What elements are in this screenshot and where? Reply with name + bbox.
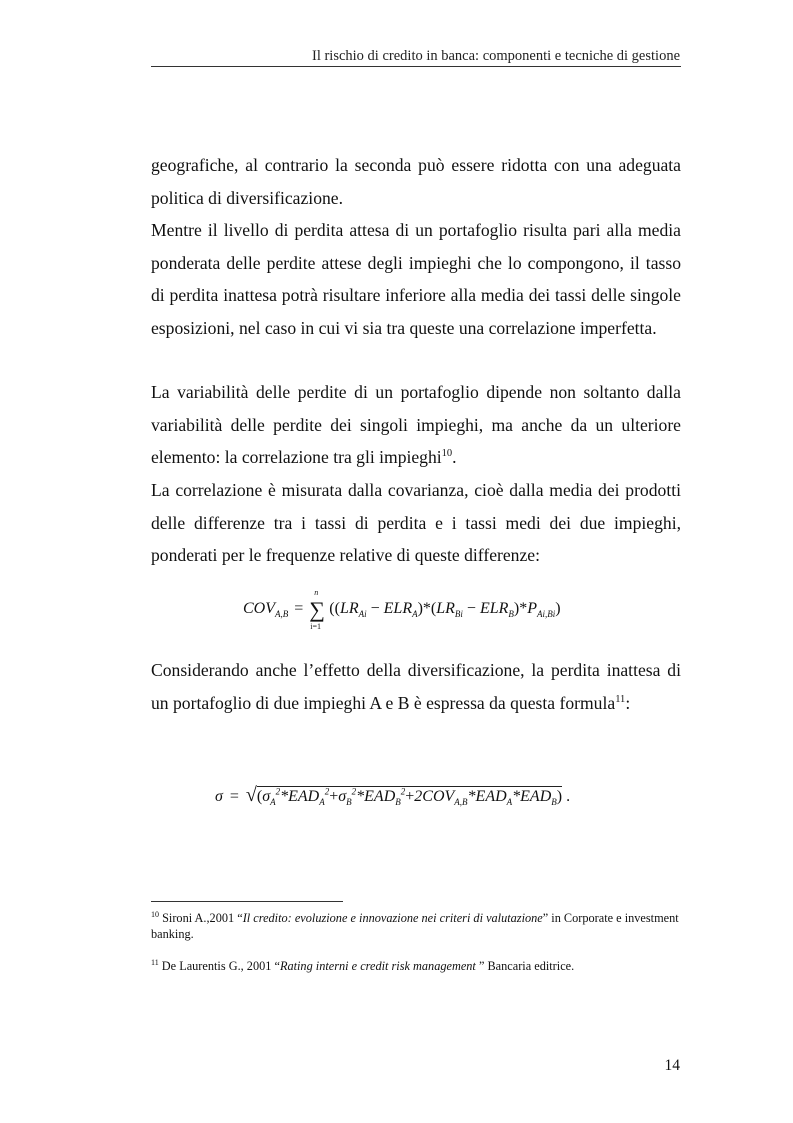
running-header: Il rischio di credito in banca: componenti e tecniche di gestione: [311, 48, 680, 64]
footnote-source: ” Bancaria editrice.: [478, 959, 575, 973]
lr-a-subscript: Ai: [358, 609, 367, 620]
probability-subscript: Ai,Bi: [537, 609, 556, 620]
lr-a: LR: [339, 600, 359, 617]
paragraph-3-text: La variabilità delle perdite di un portafoglio dipende non soltanto dalla variabilità delle perdite dei singoli impieghi, ma anche da un ulteriore elemento: la correlazione tra gli impieghi: [151, 382, 681, 467]
sigma-symbol: σ: [215, 788, 223, 805]
elr-b: ELR: [479, 600, 509, 617]
ead-b-subscript: B: [395, 797, 401, 808]
plus-1: +: [329, 788, 339, 805]
footnote-title: Il credito: evoluzione e innovazione nei criteri di valutazione: [242, 911, 543, 925]
page-number: 14: [664, 1057, 680, 1074]
times-1: *: [280, 788, 289, 805]
sigma-b-subscript: B: [346, 797, 352, 808]
footnote-text: De Laurentis G., 2001 “: [158, 959, 280, 973]
times-4: *: [512, 788, 521, 805]
radicand: [256, 786, 563, 808]
cov-subscript: A,B: [275, 609, 289, 620]
cov-symbol: COV: [243, 600, 275, 617]
equals-sign: =: [294, 600, 304, 617]
times-2: *: [356, 788, 365, 805]
sum-upper-limit: n: [314, 588, 319, 597]
formula1-mid: )*(: [417, 600, 437, 617]
sigma-a-subscript: A: [270, 797, 276, 808]
times-3: *: [467, 788, 476, 805]
paragraph-5-text: Considerando anche l’effetto della diversificazione, la perdita inattesa di un portafoglio di due impieghi A e B è espressa da questa formula: [151, 660, 681, 713]
sigma-b-square: 2: [351, 786, 357, 797]
sqrt-icon: √: [245, 784, 257, 806]
ead-b-2: EAD: [520, 788, 552, 805]
footnote-rule: [151, 901, 343, 902]
equals-sign-2: =: [229, 788, 239, 805]
sigma-b: σ: [338, 788, 347, 805]
footnote-text: Sironi A.,2001 “: [159, 911, 243, 925]
footnote-11: [151, 958, 681, 974]
footnote-ref-11[interactable]: 11: [615, 693, 626, 705]
probability: P: [527, 600, 538, 617]
formula2-close: ): [556, 788, 563, 805]
lr-b: LR: [436, 600, 455, 617]
paragraph-5-end: :: [625, 692, 631, 713]
sigma-a-square: 2: [275, 786, 281, 797]
footnote-10: [151, 910, 681, 942]
lr-b-subscript: Bi: [454, 609, 463, 620]
formula1-open: ((: [329, 600, 340, 617]
covariance-formula: [243, 588, 561, 631]
formula1-close: )*: [513, 600, 528, 617]
footnote-source: ” in Corporate e investment banking.: [151, 911, 679, 941]
ead-a-square: 2: [324, 786, 330, 797]
minus-sign-1: −: [370, 600, 380, 617]
plus-2: +: [405, 788, 415, 805]
minus-sign-2: −: [466, 600, 476, 617]
footnote-number: 11: [151, 957, 159, 967]
ead-a-2: EAD: [475, 788, 507, 805]
elr-a: ELR: [383, 600, 413, 617]
formula1-end: ): [555, 600, 561, 617]
paragraph-2: Mentre il livello di perdita attesa di un portafoglio risulta pari alla media ponderata delle perdite attese degli impieghi che lo compongono, il tasso di perdita inattesa potrà risultare inferiore alla media dei tassi delle singole esposizioni, nel caso in cui vi sia tra queste una correlazione imperfetta.: [151, 220, 681, 338]
formula2-open: (: [256, 788, 263, 805]
summation: n ∑ i=1: [309, 588, 325, 631]
sigma-formula: [215, 784, 570, 807]
ead-a: EAD: [288, 788, 320, 805]
formula2-period: .: [566, 788, 571, 805]
ead-b-2-subscript: B: [551, 797, 557, 808]
elr-b-subscript: B: [508, 609, 514, 620]
footnote-number: 10: [151, 909, 159, 919]
ead-b-square: 2: [400, 786, 406, 797]
paragraph-3-end: .: [452, 447, 457, 467]
ead-a-2-subscript: A: [506, 797, 513, 808]
ead-a-subscript: A: [319, 797, 325, 808]
footnote-title: Rating interni e credit risk management: [279, 959, 479, 973]
paragraph-4: La correlazione è misurata dalla covarianza, cioè dalla media dei prodotti delle differenze tra i tassi di perdita e i tassi medi dei due impieghi, ponderati per le frequenze relative di queste differenze:: [151, 480, 681, 565]
sigma-a: σ: [262, 788, 271, 805]
paragraph-1: geografiche, al contrario la seconda può essere ridotta con una adeguata politica di diversificazione.: [151, 155, 681, 208]
cov-ab-subscript: A,B: [454, 797, 468, 808]
ead-b: EAD: [364, 788, 396, 805]
paragraph-3: [151, 376, 681, 474]
two-cov: 2COV: [414, 788, 455, 805]
paragraph-5: [151, 654, 681, 719]
elr-a-subscript: A: [412, 609, 418, 620]
sum-lower-limit: i=1: [310, 622, 322, 631]
footnote-ref-10[interactable]: 10: [441, 448, 453, 460]
header-rule: [151, 66, 681, 67]
